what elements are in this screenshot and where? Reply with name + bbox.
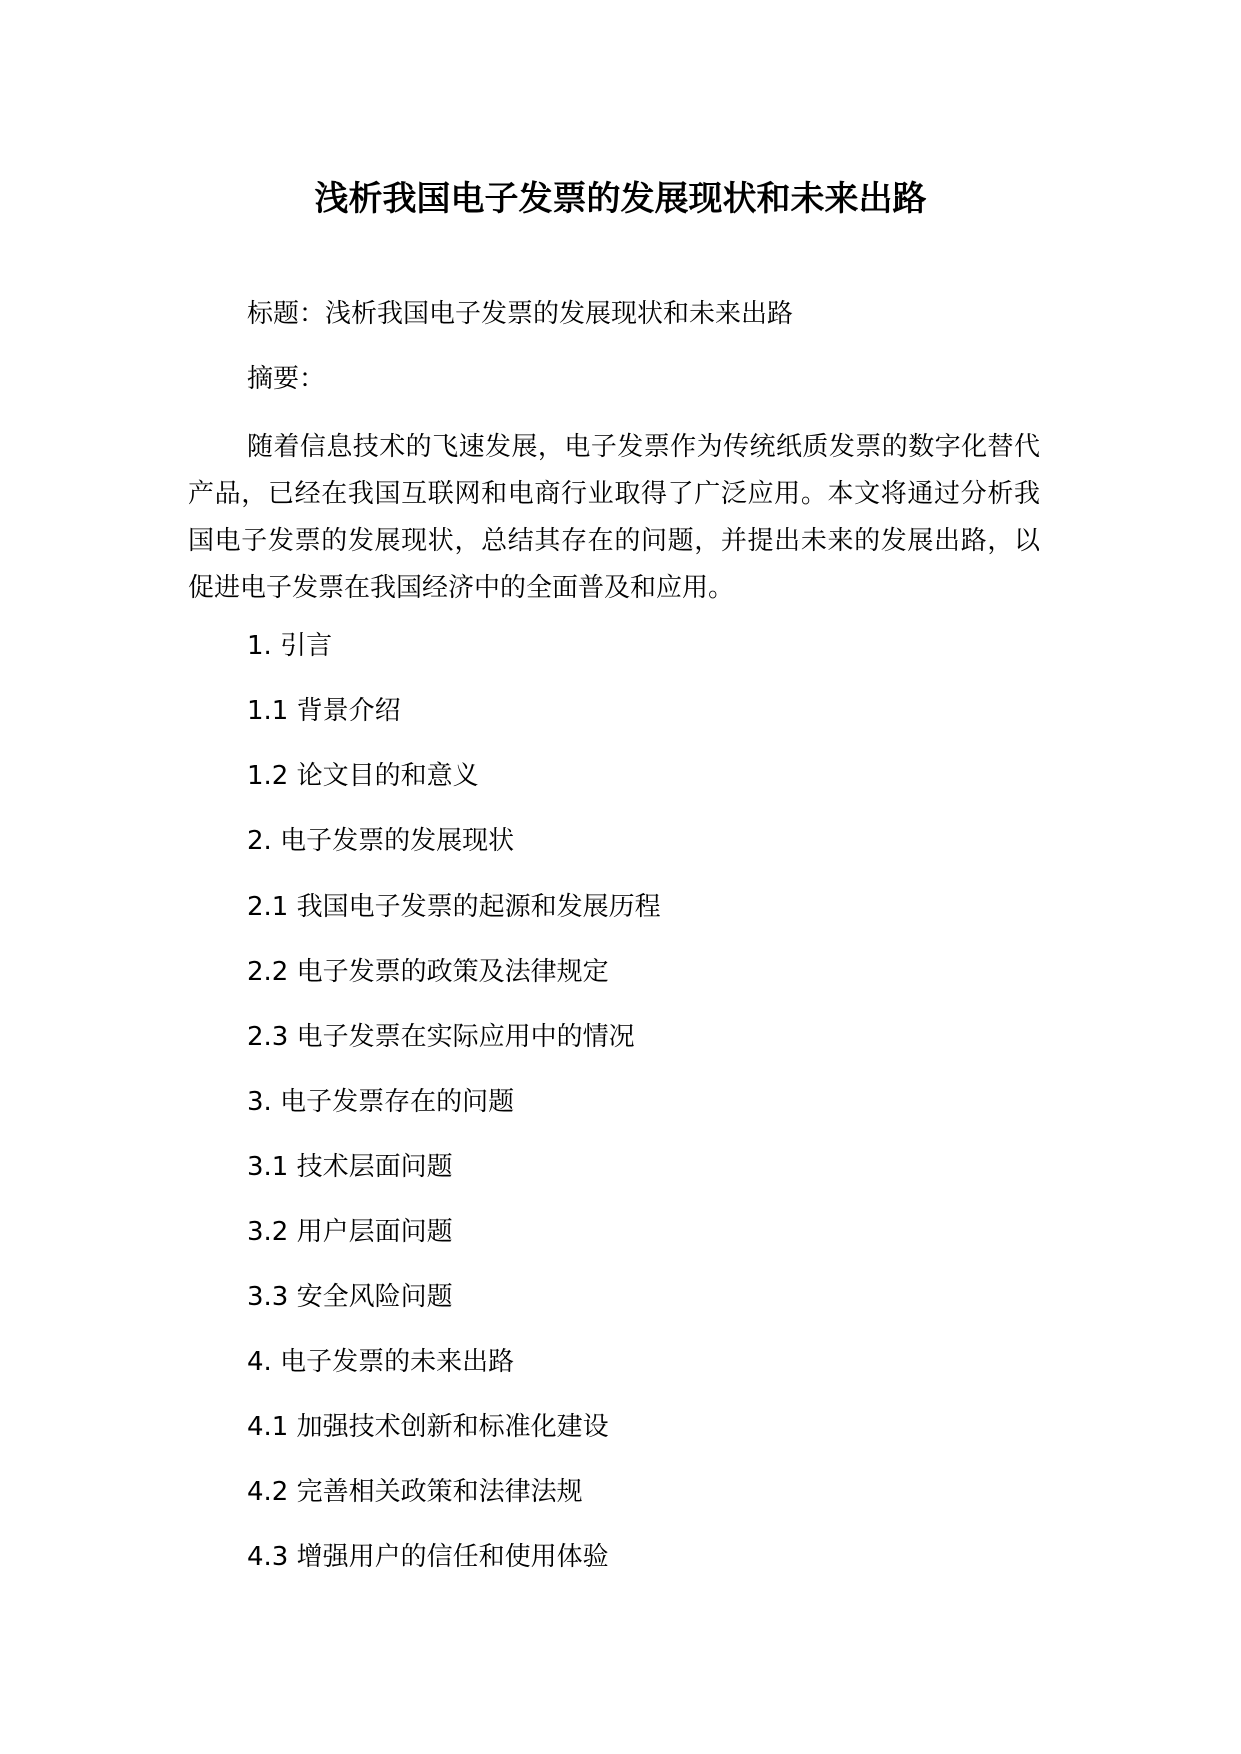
outline-item: 3.3 安全风险问题: [247, 1282, 453, 1312]
outline-item: 2.2 电子发票的政策及法律规定: [247, 957, 609, 987]
abstract-heading: 摘要：: [247, 364, 326, 394]
outline-item: 2.1 我国电子发票的起源和发展历程: [247, 892, 661, 922]
outline-item: 2.3 电子发票在实际应用中的情况: [247, 1022, 635, 1052]
document-title: 浅析我国电子发票的发展现状和未来出路: [314, 179, 927, 219]
outline-item: 4.2 完善相关政策和法律法规: [247, 1477, 583, 1507]
outline-item: 1.2 论文目的和意义: [247, 761, 479, 791]
outline-item: 4. 电子发票的未来出路: [247, 1347, 515, 1377]
abstract-paragraph: 随着信息技术的飞速发展，电子发票作为传统纸质发票的数字化替代产品，已经在我国互联网和电商行业取得了广泛应用。本文将通过分析我国电子发票的发展现状，总结其存在的问题，并提出未来的发展出路，以促进电子发票在我国经济中的全面普及和应用。: [188, 432, 1040, 603]
outline-item: 3.1 技术层面问题: [247, 1152, 453, 1182]
outline-item: 4.3 增强用户的信任和使用体验: [247, 1542, 609, 1572]
outline-item: 1.1 背景介绍: [247, 696, 401, 726]
outline-item: 3.2 用户层面问题: [247, 1217, 453, 1247]
outline-item: 1. 引言: [247, 631, 333, 661]
subtitle-line: 标题：浅析我国电子发票的发展现状和未来出路: [247, 299, 794, 329]
outline-item: 2. 电子发票的发展现状: [247, 826, 515, 856]
outline-item: 4.1 加强技术创新和标准化建设: [247, 1412, 609, 1442]
outline-item: 3. 电子发票存在的问题: [247, 1087, 515, 1117]
